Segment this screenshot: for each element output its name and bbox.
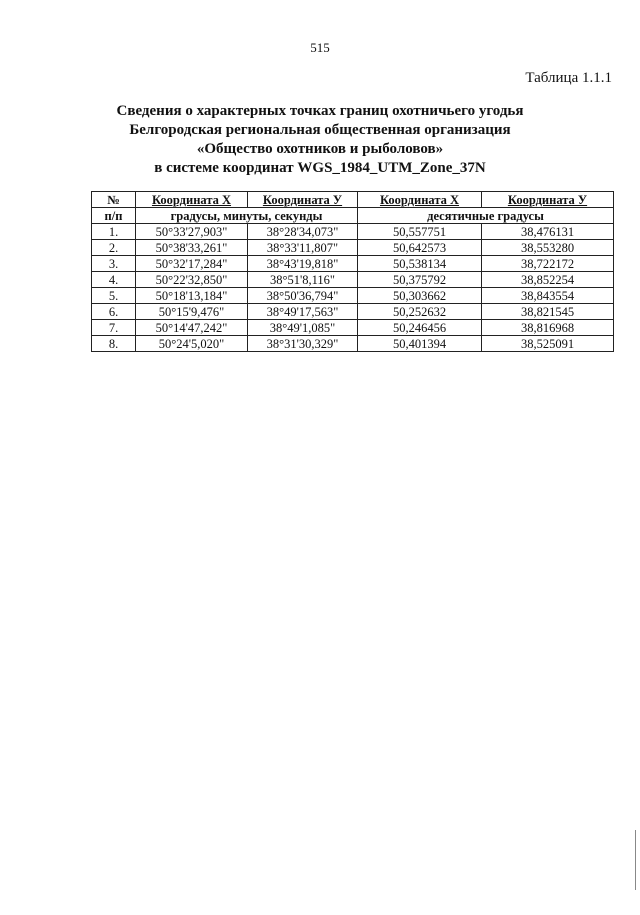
coord-y-decimal: 38,843554 — [482, 288, 614, 304]
header-row-2 — [92, 208, 614, 224]
point-number: 2. — [92, 240, 136, 256]
document-heading — [60, 102, 580, 178]
table-row — [92, 224, 614, 240]
heading-line-1: Сведения о характерных точках границ охотничьего угодья — [116, 103, 524, 119]
coord-x-dms: 50°22'32,850" — [136, 272, 248, 288]
table-row — [92, 288, 614, 304]
header-decimal-units: десятичные градусы — [358, 208, 614, 224]
coord-x-decimal: 50,538134 — [358, 256, 482, 272]
point-number: 1. — [92, 224, 136, 240]
heading-line-3: «Общество охотников и рыболовов» — [196, 141, 444, 157]
header-coord-x-dec: Координата Х — [358, 192, 482, 208]
coordinates-table — [91, 191, 614, 352]
table-label: Таблица 1.1.1 — [525, 70, 612, 86]
coord-x-dms: 50°15'9,476" — [136, 304, 248, 320]
table-row — [92, 304, 614, 320]
header-dms-units: градусы, минуты, секунды — [136, 208, 358, 224]
coord-y-dms: 38°43'19,818" — [248, 256, 358, 272]
coord-x-decimal: 50,246456 — [358, 320, 482, 336]
page-number: 515 — [310, 40, 330, 55]
point-number: 4. — [92, 272, 136, 288]
table-row — [92, 256, 614, 272]
coord-x-decimal: 50,642573 — [358, 240, 482, 256]
table-row — [92, 336, 614, 352]
coord-x-dms: 50°32'17,284" — [136, 256, 248, 272]
point-number: 6. — [92, 304, 136, 320]
point-number: 7. — [92, 320, 136, 336]
coord-y-decimal: 38,821545 — [482, 304, 614, 320]
coord-x-decimal: 50,401394 — [358, 336, 482, 352]
coord-x-decimal: 50,557751 — [358, 224, 482, 240]
coord-y-dms: 38°49'1,085" — [248, 320, 358, 336]
coord-x-dms: 50°33'27,903" — [136, 224, 248, 240]
scan-artifact — [635, 830, 636, 890]
point-number: 3. — [92, 256, 136, 272]
header-coord-x-dms: Координата Х — [136, 192, 248, 208]
table-row — [92, 272, 614, 288]
coord-x-decimal: 50,252632 — [358, 304, 482, 320]
coord-y-dms: 38°51'8,116" — [248, 272, 358, 288]
coord-y-dms: 38°28'34,073" — [248, 224, 358, 240]
header-coord-y-dms: Координата У — [248, 192, 358, 208]
header-pp: п/п — [92, 208, 136, 224]
table-body — [92, 224, 614, 352]
header-number: № — [92, 192, 136, 208]
coord-y-decimal: 38,722172 — [482, 256, 614, 272]
coord-y-decimal: 38,553280 — [482, 240, 614, 256]
coord-y-decimal: 38,525091 — [482, 336, 614, 352]
point-number: 5. — [92, 288, 136, 304]
coord-x-dms: 50°14'47,242" — [136, 320, 248, 336]
coord-x-decimal: 50,375792 — [358, 272, 482, 288]
point-number: 8. — [92, 336, 136, 352]
coord-x-dms: 50°24'5,020" — [136, 336, 248, 352]
coord-x-dms: 50°18'13,184" — [136, 288, 248, 304]
header-coord-y-dec: Координата У — [482, 192, 614, 208]
coord-y-decimal: 38,816968 — [482, 320, 614, 336]
table-row — [92, 240, 614, 256]
heading-line-4: в системе координат WGS_1984_UTM_Zone_37N — [154, 160, 486, 176]
coord-y-dms: 38°49'17,563" — [248, 304, 358, 320]
table-row — [92, 320, 614, 336]
coord-y-dms: 38°31'30,329" — [248, 336, 358, 352]
coord-y-dms: 38°33'11,807" — [248, 240, 358, 256]
heading-line-2: Белгородская региональная общественная организация — [129, 122, 511, 138]
header-row-1 — [92, 192, 614, 208]
coord-x-decimal: 50,303662 — [358, 288, 482, 304]
coord-y-decimal: 38,476131 — [482, 224, 614, 240]
coord-y-dms: 38°50'36,794" — [248, 288, 358, 304]
coord-y-decimal: 38,852254 — [482, 272, 614, 288]
coord-x-dms: 50°38'33,261" — [136, 240, 248, 256]
